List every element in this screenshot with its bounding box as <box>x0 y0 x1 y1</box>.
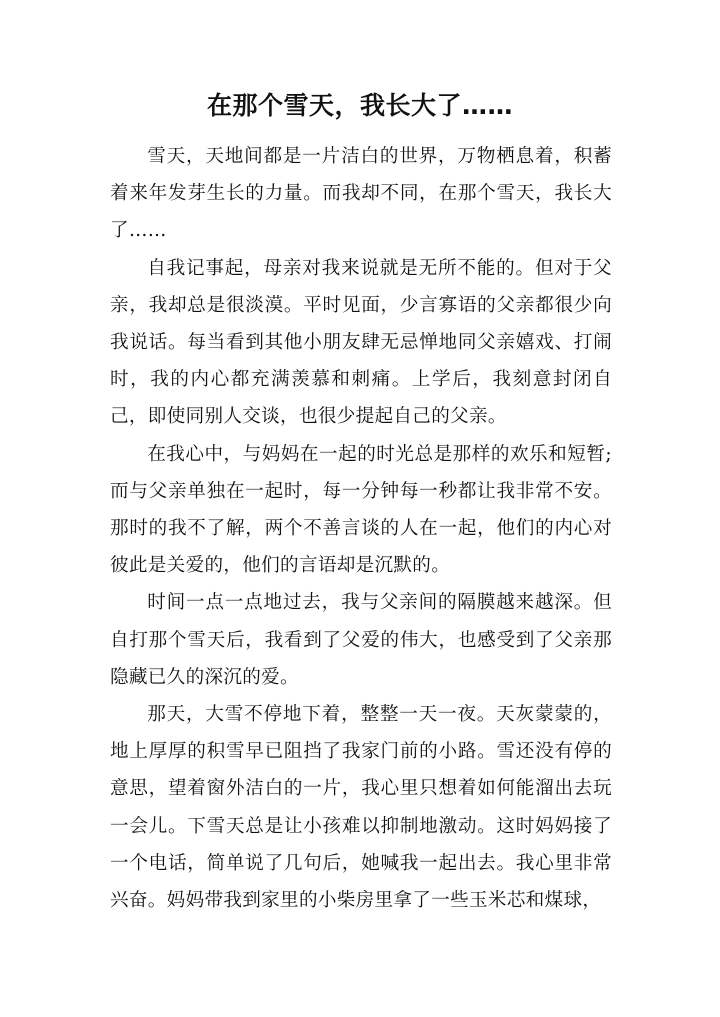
paragraph: 那天，大雪不停地下着，整整一天一夜。天灰蒙蒙的，地上厚厚的积雪早已阻挡了我家门前的小路。雪还没有停的意思，望着窗外洁白的一片，我心里只想着如何能溜出去玩一会儿。下雪天总是让小孩难以抑制地激动。这时妈妈接了一个电话，简单说了几句后，她喊我一起出去。我心里非常兴奋。妈妈带我到家里的小柴房里拿了一些玉米芯和煤球， <box>110 704 612 912</box>
document-body <box>110 138 612 919</box>
paragraph: 时间一点一点地过去，我与父亲间的隔膜越来越深。但自打那个雪天后，我看到了父爱的伟大，也感受到了父亲那隐藏已久的深沉的爱。 <box>110 592 612 688</box>
paragraph: 自我记事起，母亲对我来说就是无所不能的。但对于父亲，我却总是很淡漠。平时见面，少言寡语的父亲都很少向我说话。每当看到其他小朋友肆无忌惮地同父亲嬉戏、打闹时，我的内心都充满羡慕和刺痛。上学后，我刻意封闭自己，即使同别人交谈，也很少提起自己的父亲。 <box>110 257 612 428</box>
paragraph: 在我心中，与妈妈在一起的时光总是那样的欢乐和短暂;而与父亲单独在一起时，每一分钟每一秒都让我非常不安。那时的我不了解，两个不善言谈的人在一起，他们的内心对彼此是关爱的，他们的言语却是沉默的。 <box>110 443 612 577</box>
document-title: 在那个雪天，我长大了…… <box>206 91 513 120</box>
paragraph: 雪天，天地间都是一片洁白的世界，万物栖息着，积蓄着来年发芽生长的力量。而我却不同，在那个雪天，我长大了…… <box>110 146 612 242</box>
